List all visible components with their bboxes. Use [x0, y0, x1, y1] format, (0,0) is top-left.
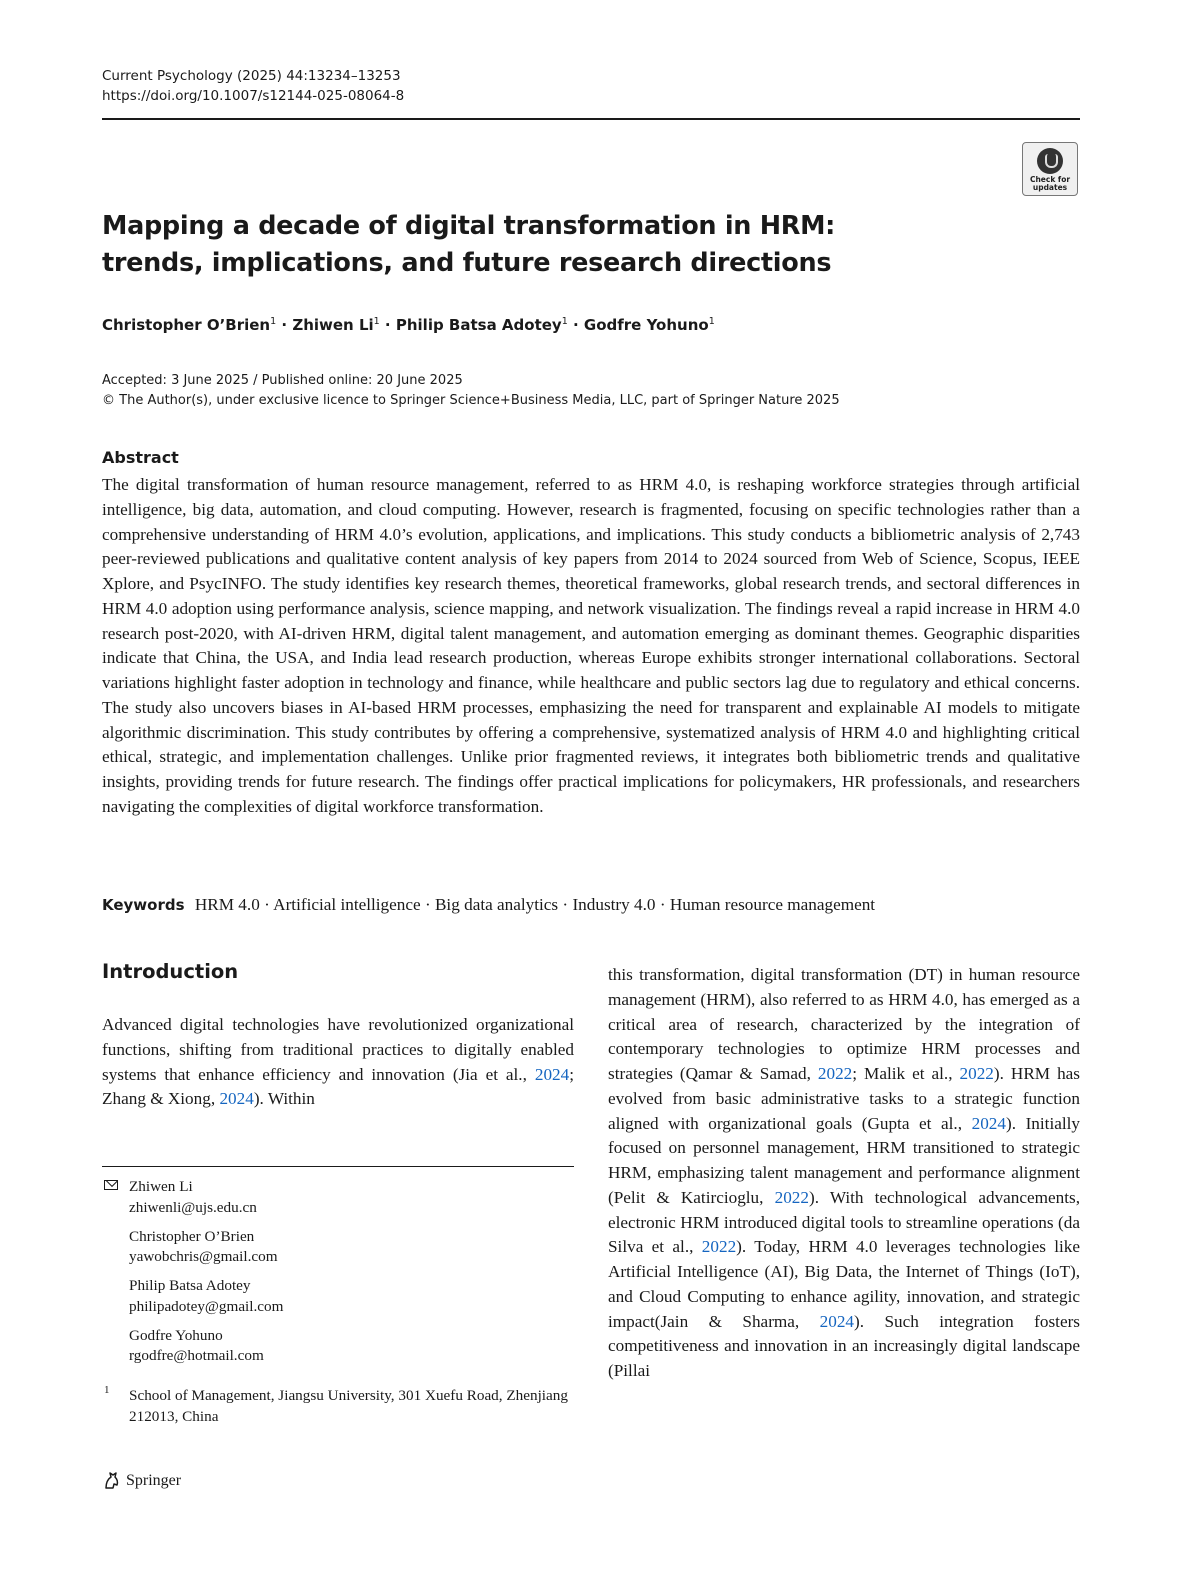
- article-title: Mapping a decade of digital transformation in HRM: trends, implications, and future research directions: [102, 211, 836, 278]
- author-list: [102, 310, 715, 337]
- abstract-text: The digital transformation of human resource management, referred to as HRM 4.0, is reshaping workforce strategies through artificial intelligence, big data, automation, and cloud computing. However, research is fragmented, focusing on specific technologies rather than a comprehensive understanding of HRM 4.0’s evolution, applications, and implications. This study conducts a bibliometric analysis of 2,743 peer-reviewed publications and qualitative content analysis of key papers from 2014 to 2024 sourced from Web of Science, Scopus, IEEE Xplore, and PsycINFO. The study identifies key research themes, theoretical frameworks, global research trends, and sectoral differences in HRM 4.0 adoption using performance analysis, science mapping, and network visualization. The findings reveal a rapid increase in HRM 4.0 research post-2020, with AI-driven HRM, digital talent management, and automation emerging as dominant themes. Geographic disparities indicate that China, the USA, and India lead research production, whereas Europe exhibits stronger international collaborations. Sectoral variations highlight faster adoption in technology and finance, while healthcare and public sectors lag due to regulatory and ethical concerns. The study also uncovers biases in AI-based HRM processes, emphasizing the need for transparent and explainable AI models to mitigate algorithmic discrimination. This study contributes by offering a comprehensive, systematized analysis of HRM 4.0 and highlighting critical ethical, strategic, and implementation challenges. Unlike prior fragmented reviews, it integrates both bibliometric trends and qualitative insights, providing trends for future research. The findings offer practical implications for policymakers, HR professionals, and researchers navigating the complexities of digital workforce transformation.: [102, 475, 1080, 816]
- contact-email[interactable]: zhiwenli@ujs.edu.cn: [129, 1198, 257, 1216]
- copyright-notice: © The Author(s), under exclusive licence to Springer Science+Business Media, LLC, part of Springer Nature 2025: [102, 393, 840, 408]
- author-name[interactable]: Christopher O’Brien: [102, 316, 271, 334]
- keyword-separator: ·: [420, 895, 435, 914]
- citation-link[interactable]: 2022: [817, 1064, 853, 1083]
- body-text: ; Malik et al.,: [852, 1064, 960, 1083]
- publication-info: [102, 371, 840, 411]
- citation-link[interactable]: 2022: [959, 1064, 994, 1083]
- journal-citation: Current Psychology (2025) 44:13234–13253: [102, 68, 401, 84]
- journal-header: [102, 66, 404, 106]
- body-text: Advanced digital technologies have revolutionized organizational functions, shifting from traditional practices to digitally enabled systems that enhance efficiency and innovation (Jia et al.,: [102, 1015, 574, 1084]
- author-affiliation-mark: 1: [708, 316, 715, 327]
- contact-email[interactable]: philipadotey@gmail.com: [129, 1297, 284, 1315]
- contact-name: Zhiwen Li: [129, 1178, 193, 1195]
- author-affiliation-mark: 1: [561, 316, 568, 327]
- check-for-updates-badge[interactable]: [1022, 142, 1078, 196]
- corresponding-contacts: [129, 1177, 569, 1375]
- body-text: ). Such integration fosters competitiveness and innovation in an increasingly digital landscape (Pillai: [608, 1311, 1080, 1380]
- author-name[interactable]: Philip Batsa Adotey: [395, 316, 562, 334]
- body-text: ; Zhang & Xiong,: [102, 1064, 574, 1109]
- body-text: ). Today, HRM 4.0 leverages technologies like Artificial Intelligence (AI), Big Data, the Internet of Things (IoT), and Cloud Computing to enhance agility, innovation, and strategic impact(Jain & Sharma,: [608, 1237, 1081, 1331]
- author-separator: ·: [567, 316, 584, 334]
- introduction-paragraph-left: [102, 1013, 574, 1112]
- author-affiliation-mark: 1: [270, 316, 277, 327]
- keyword: Artificial intelligence: [273, 895, 421, 914]
- update-check-icon: [1037, 148, 1063, 174]
- affiliation-text: School of Management, Jiangsu University, 301 Xuefu Road, Zhenjiang 212013, China: [129, 1387, 568, 1425]
- citation-link[interactable]: 2022: [701, 1237, 737, 1257]
- keyword: Human resource management: [669, 895, 876, 914]
- header-rule: [102, 118, 1080, 120]
- check-for-updates-label: Check for updates: [1029, 175, 1071, 192]
- body-text: ). With technological advancements, electronic HRM introduced digital tools to streamline operations (da Silva et al.,: [608, 1187, 1080, 1257]
- author-name[interactable]: Godfre Yohuno: [583, 316, 709, 334]
- body-text: ). Within: [253, 1089, 315, 1109]
- body-text: ). Initially focused on personnel management, HRM transitioned to strategic HRM, emphasizing talent management and performance alignment (Pelit & Katircioglu,: [608, 1113, 1080, 1207]
- keyword-separator: ·: [558, 895, 573, 914]
- body-text: this transformation, digital transformation (DT) in human resource management (HRM), also referred to as HRM 4.0, has emerged as a critical area of research, characterized by the integration of contemporary technologies to optimize HRM processes and strategies (Qamar & Samad,: [608, 965, 1080, 1083]
- keywords-line: [102, 893, 875, 917]
- contact-name: Philip Batsa Adotey: [129, 1277, 251, 1294]
- contact-email[interactable]: rgodfre@hotmail.com: [129, 1347, 264, 1364]
- keyword-separator: ·: [259, 895, 274, 914]
- publisher-name: Springer: [126, 1472, 182, 1489]
- contact-entry: [129, 1177, 569, 1218]
- abstract-heading: Abstract: [102, 448, 179, 467]
- citation-link[interactable]: 2022: [774, 1187, 809, 1207]
- affiliation-number: 1: [104, 1384, 110, 1396]
- keyword-separator: ·: [655, 895, 670, 914]
- keywords-label: Keywords: [102, 896, 185, 914]
- author-affiliation-mark: 1: [373, 316, 380, 327]
- body-text: ). HRM has evolved from basic administrative tasks to a strategic function aligned with organizational goals (Gupta et al.,: [608, 1064, 1080, 1133]
- author-separator: ·: [276, 316, 293, 334]
- keyword: HRM 4.0: [194, 895, 260, 914]
- publication-dates: Accepted: 3 June 2025 / Published online: 20 June 2025: [102, 373, 463, 388]
- publisher-footer: [102, 1468, 181, 1494]
- introduction-paragraph-right: [608, 963, 1080, 1384]
- contact-entry: [129, 1276, 569, 1317]
- contact-entry: [129, 1227, 569, 1268]
- doi-link[interactable]: https://doi.org/10.1007/s12144-025-08064-8: [102, 88, 405, 104]
- citation-link[interactable]: 2024: [534, 1064, 570, 1084]
- keyword: Industry 4.0: [572, 895, 656, 914]
- author-separator: ·: [379, 316, 396, 334]
- footnote-rule: [102, 1166, 574, 1167]
- contact-name: Godfre Yohuno: [129, 1326, 223, 1344]
- contact-name: Christopher O’Brien: [129, 1227, 255, 1245]
- contact-email[interactable]: yawobchris@gmail.com: [129, 1248, 278, 1265]
- keyword: Big data analytics: [434, 895, 559, 914]
- springer-horse-icon: [102, 1470, 122, 1490]
- citation-link[interactable]: 2024: [971, 1113, 1006, 1133]
- citation-link[interactable]: 2024: [219, 1089, 254, 1109]
- contact-entry: [129, 1326, 569, 1367]
- introduction-heading: Introduction: [102, 960, 239, 983]
- author-name[interactable]: Zhiwen Li: [292, 316, 374, 334]
- envelope-icon: [104, 1180, 118, 1190]
- citation-link[interactable]: 2024: [819, 1311, 855, 1331]
